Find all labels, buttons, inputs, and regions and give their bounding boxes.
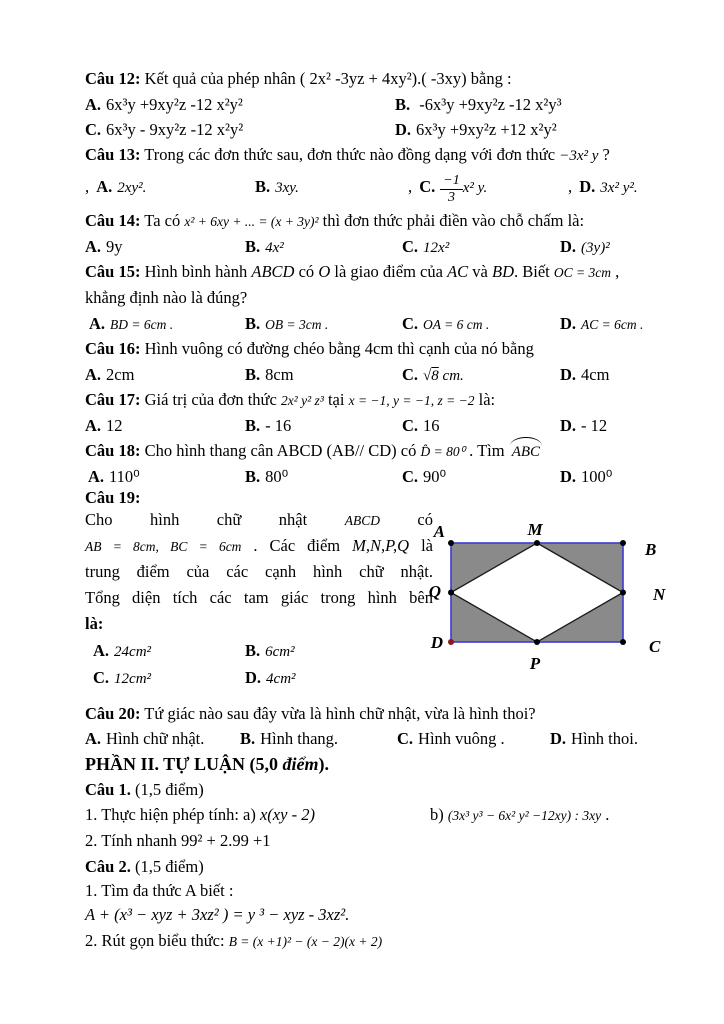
text-segment: 24cm² [114,644,152,660]
option-value [114,668,151,687]
option-value [581,237,610,256]
q18-option-c [402,464,446,489]
cau1-item-b [430,802,609,829]
q17-option-c [402,413,440,438]
text-segment: - 12 [581,416,608,435]
option-value [106,365,134,384]
text-segment: trung điểm của các cạnh hình chữ nhật. [85,562,433,581]
text-segment: OA = 6 cm . [423,317,490,332]
text-segment: x(xy - 2) [259,805,315,824]
vertex-label-c: C [649,637,661,656]
option-letter: D. [560,416,577,435]
option-letter: D. [395,120,412,139]
option-value [423,365,464,384]
text-segment: 12cm² [114,671,152,687]
text-segment: 2x² y² z³ [280,393,324,408]
text-segment: 2xy². [117,180,147,196]
question-13-options-row [85,168,665,208]
text-segment: AC = 6cm . [581,317,644,332]
q12-option-c [85,117,243,142]
question-12-label: Câu 12: [85,69,141,88]
option-value [109,467,140,486]
text-segment: b) [430,805,448,824]
q20-option-c [397,726,505,751]
option-value [423,467,446,486]
option-value [571,729,638,748]
option-letter: C. [397,729,414,748]
q15-option-c [402,311,489,337]
q17-option-d [560,413,607,438]
option-letter: C. [402,237,419,256]
text-segment: 6cm² [265,644,295,660]
question-15-body [140,262,619,281]
text-segment: 99² + 2.99 +1 [180,831,271,850]
option-value [265,237,284,256]
q20-option-b [240,726,338,751]
text-segment: (1,5 điểm) [130,857,204,876]
q19-option-d [245,664,296,693]
q19-line-2 [85,533,433,559]
text-segment: M,N,P,Q [352,536,410,555]
option-value [581,365,609,384]
option-value [106,729,204,748]
option-letter: A. [85,729,102,748]
option-letter: A. [85,416,102,435]
option-value [581,416,607,435]
q20-option-d [550,726,638,751]
vertex-label-q: Q [428,582,441,601]
option-value [423,237,449,256]
question-15-text [85,259,665,285]
question-17-body [140,390,495,409]
option-letter: C. [402,365,419,384]
question-12-body [140,69,511,88]
text-segment: và [468,262,492,281]
q15-option-d [560,311,643,337]
option-prefix: , [568,177,577,196]
text-segment: 12 [106,416,123,435]
text-segment: ? [598,145,610,164]
q20-option-a [85,726,204,751]
q19-option-b [245,637,295,666]
option-letter: D. [560,467,577,486]
question-13-text [85,142,665,168]
text-segment: Trong các đơn thức sau, đơn thức nào đồng dạng với đơn thức [140,145,560,164]
text-segment: ABCD [251,262,295,281]
text-segment: Cho hình chữ nhật [85,510,345,529]
text-segment: (1,5 điểm) [130,780,204,799]
question-15-label: Câu 15: [85,262,141,281]
question-20-options-row [85,726,665,751]
part2-cau2-heading [85,854,665,879]
option-value [265,467,288,486]
q17-option-a [85,413,123,438]
option-letter: C. [402,416,419,435]
question-13-body [140,145,609,164]
text-segment: O [318,262,331,281]
option-value [423,314,489,333]
question-17-options-row [85,413,665,438]
question-13-label: Câu 13: [85,145,141,164]
text-segment: (3x³ y³ − 6x² y² −12xy) : 3xy [447,808,602,823]
q14-option-d [560,234,610,261]
option-letter: B. [245,467,261,486]
question-12-options-row-2 [85,117,665,142]
q16-option-a [85,362,134,387]
option-letter: D. [579,177,596,196]
option-letter: B. [245,416,261,435]
text-segment: 6x³y +9xy²z -12 x²y² [106,95,243,114]
text-segment: Câu 2. [85,857,131,876]
text-segment: 8 [431,368,439,384]
option-letter: B. [395,95,411,114]
text-segment: là [409,536,433,555]
option-value [265,314,328,333]
text-segment: Hình bình hành [140,262,252,281]
text-segment: D̂ = 80⁰ [420,444,466,459]
text-segment: 8cm [265,365,294,384]
option-letter: A. [96,177,113,196]
q18-option-a [88,464,140,489]
option-letter: B. [245,237,261,256]
text-segment: . Biết [514,262,554,281]
text-segment: 12x² [423,240,450,256]
text-segment: . Các điểm [241,536,353,555]
option-letter: B. [255,177,271,196]
option-value [416,120,557,139]
text-segment: OC = 3cm [553,265,611,280]
option-value [266,668,296,687]
question-18-body [140,441,543,460]
question-18-label: Câu 18: [85,441,141,460]
text-segment: 4x² [265,240,284,256]
text-segment: Giá trị của đơn thức [140,390,281,409]
text-segment: 110⁰ [109,467,140,486]
question-14-body [140,211,584,230]
vertex-label-d: D [430,633,443,652]
text-segment: . [601,805,610,824]
q15-option-a [89,311,173,337]
text-segment: Kết quả của phép nhân ( 2x² -3yz + 4xy²).( -3xy) bằng : [140,69,512,88]
text-segment: thì đơn thức phải điền vào chỗ chấm là: [318,211,585,230]
text-segment: Câu 1. [85,780,131,799]
text-segment: -6x³y +9xy²z -12 x²y³ [415,95,562,114]
question-20-text [85,702,665,726]
text-segment: Tứ giác nào sau đây vừa là hình chữ nhật, vừa là hình thoi? [140,704,536,723]
question-14-options-row [85,234,665,259]
q16-option-c [402,362,464,389]
vertex-label-n: N [653,585,666,604]
text-segment: Hình thoi. [571,729,638,748]
question-20-label: Câu 20: [85,704,141,723]
text-segment: 3x² y². [600,180,638,196]
option-letter: D. [560,237,577,256]
q14-option-a [85,234,123,259]
option-value [440,173,488,205]
text-segment: 1. Thực hiện phép tính: a) [85,805,260,824]
text-segment: 6x³y +9xy²z +12 x²y² [416,120,557,139]
q12-option-d [395,117,557,142]
option-value [106,95,243,114]
text-segment: x² y. [462,180,488,196]
option-value [423,416,440,435]
text-segment: ). [318,754,330,774]
option-value [117,177,146,196]
text-segment: 2cm [106,365,135,384]
text-segment: tại [323,390,349,409]
part2-heading [85,751,665,777]
point-dot-m [534,540,540,546]
option-letter: D. [550,729,567,748]
option-value [110,314,173,333]
q16-option-b [245,362,294,387]
q19-line-4 [85,585,433,611]
text-segment: 4cm² [266,671,296,687]
option-letter: A. [93,641,110,660]
text-segment: 2. Tính nhanh [85,831,181,850]
question-19-label: Câu 19: [85,488,141,507]
option-letter: A. [85,95,102,114]
question-19-text-column [85,507,433,637]
text-segment: cm. [438,368,464,384]
option-value [581,467,612,486]
q13-option-a [85,168,146,207]
option-value [114,641,151,660]
option-value [265,641,295,660]
text-segment: x = −1, y = −1, z = −2 [348,393,475,408]
text-segment: 6x³y - 9xy²z -12 x²y² [106,120,244,139]
vertex-label-a: A [433,522,445,541]
text-segment: , [610,262,620,281]
text-segment: 100⁰ [581,467,613,486]
option-value [581,314,643,333]
q19-line-5 [85,611,433,637]
text-segment: A + (x³ − xyz + 3xz² ) = y ³ − xyz - 3xz². [85,905,350,924]
question-14-text [85,208,665,234]
q13-option-c [408,168,487,207]
text-segment: điểm [282,754,319,774]
text-segment: 90⁰ [423,467,447,486]
text-segment: 4cm [581,365,610,384]
text-segment: ABC [509,439,543,465]
option-value [600,177,637,196]
question-16-text [85,336,665,362]
question-18-text [85,438,665,464]
option-value [106,120,243,139]
q15-option-b [245,311,328,337]
text-segment: . Tìm [465,441,509,460]
text-segment: BD [492,262,514,281]
q18-option-d [560,464,612,489]
text-segment: 80⁰ [265,467,289,486]
question-14-label: Câu 14: [85,211,141,230]
option-letter: D. [560,365,577,384]
point-dot-b [620,540,626,546]
question-19-options-row-1 [85,637,665,664]
text-segment: Ta có [140,211,185,230]
option-letter: B. [240,729,256,748]
text-segment: Hình thang. [260,729,339,748]
option-letter: C. [93,668,110,687]
option-value [106,237,123,256]
q14-option-b [245,234,284,261]
text-segment: là: [474,390,496,409]
text-segment: 2. Rút gọn biểu thức: [85,931,229,950]
text-segment: 16 [423,416,440,435]
text-segment: 3xy. [275,180,299,196]
option-letter: B. [245,365,261,384]
part2-cau2-line1 [85,879,665,902]
question-16-label: Câu 16: [85,339,141,358]
q16-option-d [560,362,609,387]
text-segment: có [379,510,434,529]
question-15-text-2: khẳng định nào là đúng? [85,288,248,307]
option-letter: C. [402,314,419,333]
text-segment: Cho hình thang cân ABCD (AB// CD) có [140,441,421,460]
text-segment: PHẦN II. TỰ LUẬN (5,0 [85,754,283,774]
option-letter: A. [88,467,105,486]
text-segment: AC [447,262,469,281]
text-segment: Hình vuông có đường chéo bằng 4cm thì cạnh của nó bằng [140,339,534,358]
q12-option-a [85,92,243,117]
question-19-label-line [85,489,665,507]
cau1-item-a [85,805,315,824]
option-letter: D. [560,314,577,333]
question-18-options-row [85,464,665,489]
part2-cau2-line2 [85,902,665,928]
text-segment: OB = 3cm . [265,317,329,332]
text-segment: AB = 8cm, BC = 6cm [85,539,242,554]
question-19-options-row-2 [85,664,665,691]
option-letter: A. [85,365,102,384]
text-segment: Hình chữ nhật. [106,729,205,748]
question-15-options-row [85,311,665,336]
text-segment: 9y [106,237,123,256]
text-segment: 1. Tìm đa thức A biết : [85,881,234,900]
text-segment: BD = 6cm . [110,317,174,332]
option-letter: C. [402,467,419,486]
option-letter: D. [245,668,262,687]
question-16-body [140,339,533,358]
option-prefix: , [408,177,417,196]
vertex-label-b: B [645,540,657,559]
option-value [265,365,293,384]
q18-option-b [245,464,288,489]
q19-line-1 [85,507,433,533]
option-prefix: , [85,177,94,196]
q19-option-c [93,664,151,693]
option-letter: C. [85,120,102,139]
question-12-options-row-1 [85,92,665,117]
option-letter: C. [419,177,436,196]
option-letter: A. [85,237,102,256]
text-segment: Tổng diện tích các tam giác trong hình bên [85,588,433,607]
q12-option-b [395,92,562,117]
option-letter: A. [89,314,106,333]
q19-option-a [93,637,151,666]
question-12-text [85,66,665,92]
q19-line-3 [85,559,433,585]
text-segment: x² + 6xy + ... = (x + 3y)² [184,214,319,229]
fraction: $\frac{-1}{3}$ [440,174,462,205]
text-segment: −3x² y [559,148,599,164]
question-17-text [85,387,665,413]
option-letter: B. [245,641,261,660]
q14-option-c [402,234,449,261]
text-segment: √ [423,368,432,384]
part2-cau1-line1 [85,802,665,828]
option-value [260,729,338,748]
part2-cau2-line3 [85,928,665,954]
option-value [415,95,561,114]
question-20-body [140,704,535,723]
option-value [106,416,123,435]
q13-option-d [568,168,638,207]
point-dot-q [448,590,454,596]
option-value [275,177,299,196]
part2-cau1-heading [85,777,665,802]
text-segment: - 16 [265,416,292,435]
point-dot-a [448,540,454,546]
text-segment: B = (x +1)² − (x − 2)(x + 2) [228,934,383,949]
vertex-label-m: M [527,520,543,539]
question-16-options-row [85,362,665,387]
text-segment: Hình vuông . [418,729,505,748]
text-segment: ABCD [344,513,380,528]
text-segment: là giao điểm của [330,262,448,281]
q13-option-b [252,168,299,207]
option-value [265,416,291,435]
text-segment: có [294,262,319,281]
option-letter: B. [245,314,261,333]
text-segment: là: [85,614,104,633]
vertex-label-p: P [529,654,541,673]
option-value [418,729,505,748]
part2-cau1-line2 [85,828,665,854]
point-dot-n [620,590,626,596]
q17-option-b [245,413,291,438]
question-17-label: Câu 17: [85,390,141,409]
text-segment: (3y)² [581,240,610,256]
